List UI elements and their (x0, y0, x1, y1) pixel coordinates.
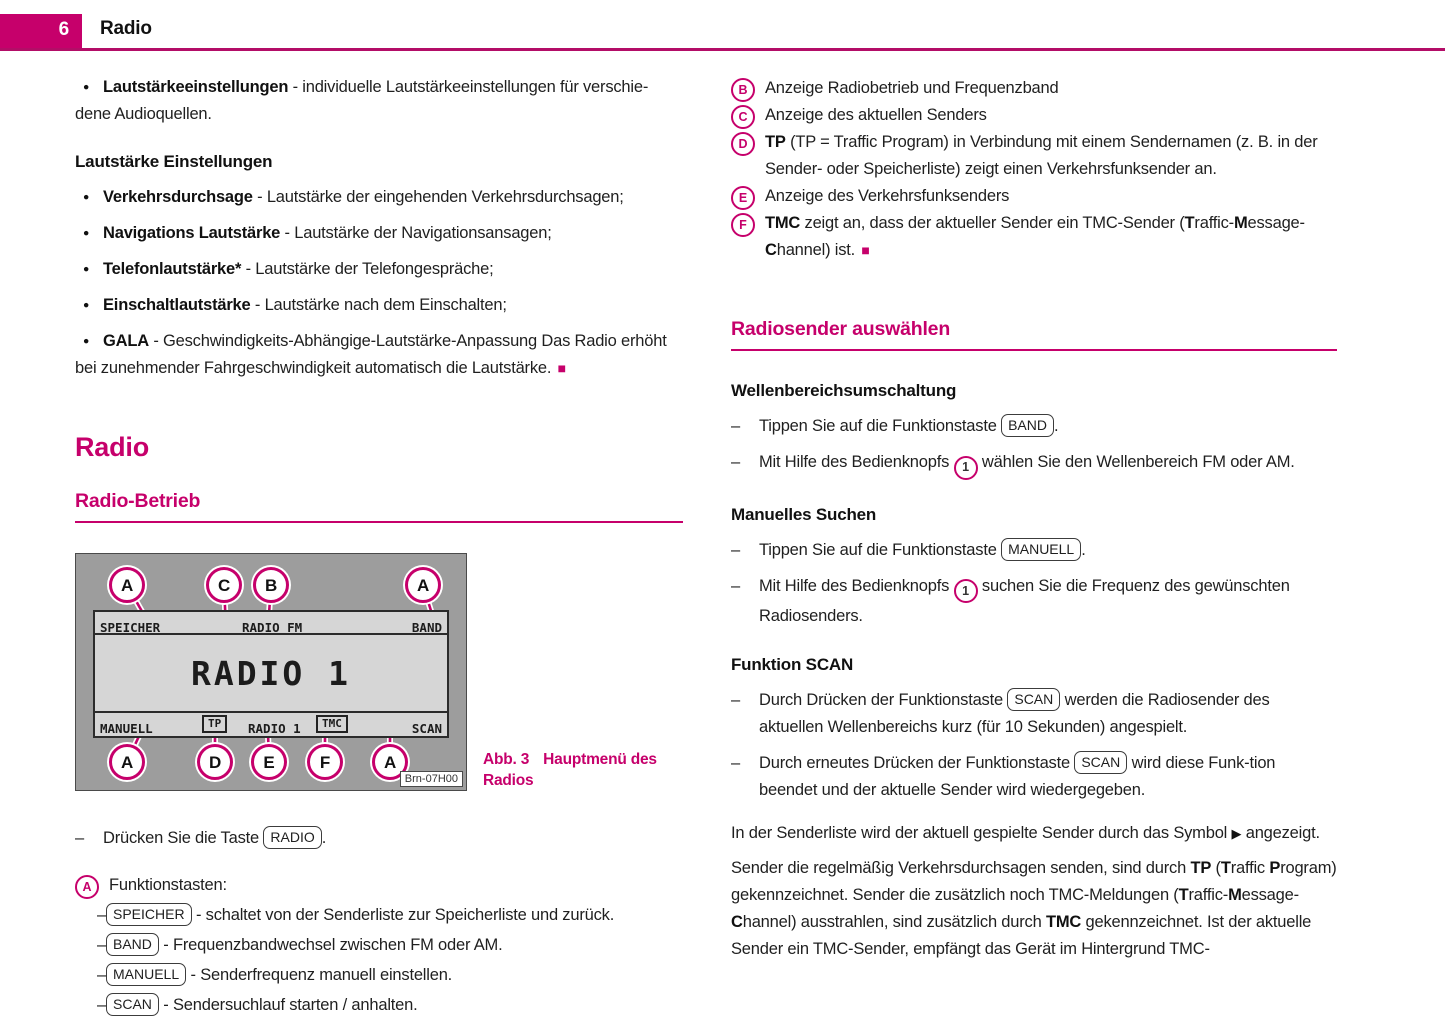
bold-text: M (1228, 886, 1242, 904)
radio-section-heading: Radio (75, 432, 150, 462)
bullet-gala: ● GALA - Geschwindigkeits-Abhängige-Lautstärke-Anpassung Das Radio erhöht bei zunehmender Fahrgeschwindigkeit automatisch die Lautstärke. ■ (75, 328, 683, 382)
section-end-icon: ■ (557, 360, 566, 376)
scan-step-1: – Durch Drücken der Funktionstaste SCAN werden die Radiosender des aktuellen Wellenbereichs kurz (für 10 Sekunden) angespielt. (731, 687, 1337, 741)
callout-letter-e: E (731, 186, 755, 210)
softkey-band: BAND (411, 620, 442, 635)
callout-e: E (251, 744, 287, 780)
bold-text: M (1233, 214, 1248, 232)
keycap-manuell: MANUELL (106, 963, 186, 986)
legend-item-f (731, 210, 1337, 264)
bold-text: Navigations Lautstärke (103, 224, 281, 242)
figure-radio-main-menu (75, 553, 683, 791)
screen-mode-label: RADIO FM (242, 620, 303, 635)
band-step-2: – Mit Hilfe des Bedienknopfs 1 wählen Sie den Wellenbereich FM oder AM. (731, 449, 1337, 480)
bold-text: Einschaltlautstärke (103, 296, 251, 314)
callout-a-bottom-left: A (109, 744, 145, 780)
radio-betrieb-heading: Radio-Betrieb (75, 490, 683, 523)
callout-letter-b: B (731, 78, 755, 102)
bold-text: TP (765, 133, 786, 151)
softkey-manuell: MANUELL (100, 721, 153, 736)
tp-indicator: TP (202, 715, 227, 733)
knob-number-1: 1 (954, 456, 978, 480)
section-end-icon: ■ (861, 242, 870, 258)
status-station: RADIO 1 (248, 721, 301, 736)
keycap-band: BAND (1001, 414, 1054, 437)
keycap-radio: RADIO (263, 826, 321, 849)
legend-item-a (75, 872, 683, 899)
bold-text: T (1178, 886, 1189, 904)
bold-text: TP (1190, 859, 1212, 877)
bold-text: T (1220, 859, 1231, 877)
select-station-heading: Radiosender auswählen (731, 318, 1337, 351)
step-press-radio: – Drücken Sie die Taste RADIO . (75, 825, 683, 852)
function-key-band: – BAND - Frequenzbandwechsel zwischen FM oder AM. (75, 932, 683, 959)
legend-item-a-text: Funktionstasten: (109, 876, 227, 894)
screen-softkey-bar-top (95, 612, 447, 635)
manual-step-1: – Tippen Sie auf die Funktionstaste MANUELL . (731, 537, 1337, 564)
callout-a-top-left: A (109, 567, 145, 603)
bullet-phone-volume: ● Telefonlautstärke* - Lautstärke der Telefongespräche; (75, 256, 683, 283)
manual-search-heading: Manuelles Suchen (731, 504, 877, 524)
bold-text: TMC (765, 214, 801, 232)
legend-item-b (731, 75, 1337, 102)
page-number-block (0, 14, 82, 48)
volume-settings-heading: Lautstärke Einstellungen (75, 152, 273, 171)
softkey-speicher: SPEICHER (100, 620, 161, 635)
right-column (731, 62, 1337, 963)
chapter-title: Radio (100, 18, 152, 39)
bullet-traffic-volume: ● Verkehrsdurchsage - Lautstärke der eingehenden Verkehrsdurchsagen; (75, 184, 683, 211)
bold-text: Verkehrsdurchsage (103, 188, 253, 206)
figure-caption-text: Hauptmenü des Radios (483, 751, 657, 789)
function-key-manuell: – MANUELL - Senderfrequenz manuell einstellen. (75, 962, 683, 989)
legend-item-e (731, 183, 1337, 210)
scan-function-heading: Funktion SCAN (731, 655, 854, 674)
legend-item-b-text: Anzeige Radiobetrieb und Frequenzband (765, 79, 1059, 97)
callout-letter-f: F (731, 213, 755, 237)
bold-text: C (765, 241, 777, 259)
play-icon: ▶ (1231, 826, 1242, 841)
radio-display-illustration (75, 553, 467, 791)
callout-b: B (253, 567, 289, 603)
keycap-scan: SCAN (1007, 688, 1060, 711)
bold-text: P (1269, 859, 1281, 877)
function-key-speicher: – SPEICHER - schaltet von der Senderliste zur Speicherliste und zurück. (75, 902, 683, 929)
bold-text: T (1184, 214, 1195, 232)
callout-f: F (307, 744, 343, 780)
callout-letter-c: C (731, 105, 755, 129)
page-number: 6 (58, 19, 69, 40)
tmc-indicator: TMC (316, 715, 348, 733)
softkey-scan: SCAN (411, 721, 442, 736)
bold-text: Lautstärkeeinstellungen (103, 78, 289, 96)
paragraph-tp-tmc: Sender die regelmäßig Verkehrsdurchsagen senden, sind durch TP (Traffic Program) gekennzeichnet. Sender die zusätzlich noch TMC-Meldungen (Traffic-Message-Channel) ausstrahlen, sind zusätzlich durch TMC gekennzeichnet. Ist der aktuelle Sender ein TMC-Sender, empfängt das Gerät im Hintergrund TMC- (731, 859, 1337, 958)
figure-caption (483, 749, 673, 791)
legend-item-c (731, 102, 1337, 129)
header-rule (0, 48, 1445, 51)
knob-number-1: 1 (954, 579, 978, 603)
callout-d: D (197, 744, 233, 780)
callout-letter-d: D (731, 132, 755, 156)
keycap-scan: SCAN (106, 993, 159, 1016)
screen-station-display: RADIO 1 (95, 635, 447, 713)
keycap-scan: SCAN (1074, 751, 1127, 774)
legend-item-e-text: Anzeige des Verkehrsfunksenders (765, 187, 1010, 205)
screen-softkey-bar-bottom (95, 713, 447, 736)
bold-text: C (731, 913, 743, 931)
radio-screen (93, 610, 449, 738)
bullet-switchon-volume: ● Einschaltlautstärke - Lautstärke nach dem Einschalten; (75, 292, 683, 319)
keycap-band: BAND (106, 933, 159, 956)
callout-c: C (206, 567, 242, 603)
callout-a-top-right: A (405, 567, 441, 603)
bold-text: GALA (103, 332, 149, 350)
image-code: Brn-07H00 (400, 771, 463, 787)
function-key-scan: – SCAN - Sendersuchlauf starten / anhalten. (75, 992, 683, 1019)
paragraph-current-station: In der Senderliste wird der aktuell gespielte Sender durch das Symbol ▶ angezeigt. (731, 824, 1320, 842)
bullet-nav-volume: ● Navigations Lautstärke - Lautstärke der Navigationsansagen; (75, 220, 683, 247)
callout-letter-a: A (75, 875, 99, 899)
manual-step-2: – Mit Hilfe des Bedienknopfs 1 suchen Sie die Frequenz des gewünschten Radiosenders. (731, 573, 1337, 631)
legend-item-c-text: Anzeige des aktuellen Senders (765, 106, 987, 124)
keycap-speicher: SPEICHER (106, 903, 192, 926)
legend-item-d-text: TP (TP = Traffic Program) in Verbindung mit einem Sendernamen (z. B. in der Sender- oder Speicherliste) zeigt einen Verkehrsfunksender an. (765, 133, 1318, 178)
bold-text: TMC (1045, 913, 1082, 931)
keycap-manuell: MANUELL (1001, 538, 1081, 561)
band-step-1: – Tippen Sie auf die Funktionstaste BAND . (731, 413, 1337, 440)
figure-caption-label: Abb. 3 (483, 751, 530, 768)
callout-a-bottom-right: A (372, 744, 408, 780)
legend-item-f-text: TMC zeigt an, dass der aktueller Sender ein TMC-Sender (Traffic-Message-Channel) ist. ■ (765, 214, 1305, 259)
band-switch-heading: Wellenbereichsumschaltung (731, 381, 957, 400)
legend-item-d (731, 129, 1337, 183)
left-column (75, 62, 683, 1019)
bullet-volume-settings: ● Lautstärkeeinstellungen - individuelle Lautstärkeeinstellungen für verschie-​dene Audioquellen. (75, 74, 683, 128)
bold-text: Telefonlautstärke* (103, 260, 242, 278)
scan-step-2: – Durch erneutes Drücken der Funktionstaste SCAN wird diese Funk-​tion beendet und der aktuelle Sender wird wiedergegeben. (731, 750, 1337, 804)
